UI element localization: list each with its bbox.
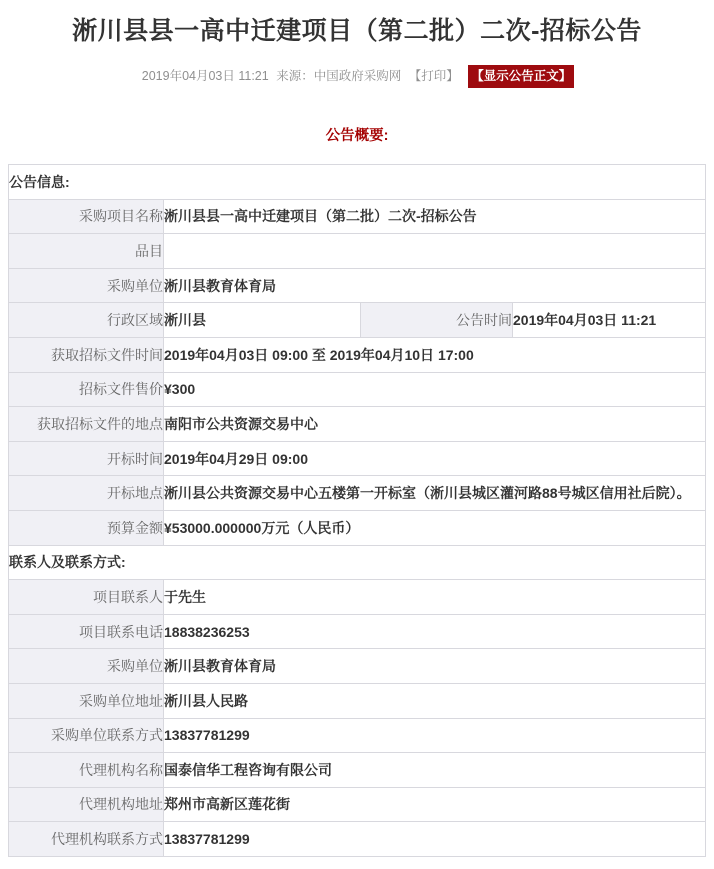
row-agency-phone [9, 822, 706, 857]
field-label-agency-phone: 代理机构联系方式 [9, 822, 164, 857]
field-value-category [164, 234, 706, 269]
field-label-project-contact: 项目联系人 [9, 580, 164, 615]
field-label-announce-time: 公告时间 [361, 303, 513, 338]
row-category [9, 234, 706, 269]
show-full-text-button[interactable]: 【显示公告正文】 [468, 65, 574, 88]
field-value-project-name: 淅川县县一高中迁建项目（第二批）二次-招标公告 [164, 199, 706, 234]
field-value-budget: ¥53000.000000万元（人民币） [164, 510, 706, 545]
field-label-region: 行政区域 [9, 303, 164, 338]
field-label-purchaser-phone: 采购单位联系方式 [9, 718, 164, 753]
field-label-bid-open-place: 开标地点 [9, 476, 164, 511]
field-label-doc-obtain-place: 获取招标文件的地点 [9, 407, 164, 442]
row-doc-obtain-place [9, 407, 706, 442]
row-bid-open-time [9, 441, 706, 476]
section-row-contacts [9, 545, 706, 580]
section-title-contacts: 联系人及联系方式: [9, 545, 706, 580]
summary-heading: 公告概要: [325, 128, 389, 144]
field-label-doc-price: 招标文件售价 [9, 372, 164, 407]
field-value-purchaser-phone: 13837781299 [164, 718, 706, 753]
row-purchaser-phone [9, 718, 706, 753]
field-value-project-phone: 18838236253 [164, 614, 706, 649]
field-label-contact-purchaser: 采购单位 [9, 649, 164, 684]
field-label-doc-obtain-time: 获取招标文件时间 [9, 337, 164, 372]
row-region-and-announce-time [9, 303, 706, 338]
field-value-bid-open-time: 2019年04月29日 09:00 [164, 441, 706, 476]
row-purchaser [9, 268, 706, 303]
field-label-budget: 预算金额 [9, 510, 164, 545]
field-value-announce-time: 2019年04月03日 11:21 [513, 303, 706, 338]
row-agency-address [9, 787, 706, 822]
row-project-phone [9, 614, 706, 649]
row-project-contact [9, 580, 706, 615]
field-value-contact-purchaser: 淅川县教育体育局 [164, 649, 706, 684]
row-doc-price [9, 372, 706, 407]
meta-line [0, 65, 714, 88]
print-button[interactable]: 【打印】 [408, 69, 459, 83]
row-project-name [9, 199, 706, 234]
field-value-purchaser: 淅川县教育体育局 [164, 268, 706, 303]
section-title-announcement-info: 公告信息: [9, 165, 706, 200]
field-label-project-phone: 项目联系电话 [9, 614, 164, 649]
field-value-region: 淅川县 [164, 303, 361, 338]
field-value-agency-phone: 13837781299 [164, 822, 706, 857]
field-value-doc-obtain-time: 2019年04月03日 09:00 至 2019年04月10日 17:00 [164, 337, 706, 372]
field-label-category: 品目 [9, 234, 164, 269]
row-contact-purchaser [9, 649, 706, 684]
field-label-project-name: 采购项目名称 [9, 199, 164, 234]
field-value-project-contact: 于先生 [164, 580, 706, 615]
announcement-info-table [8, 164, 706, 857]
field-value-doc-price: ¥300 [164, 372, 706, 407]
row-bid-open-place [9, 476, 706, 511]
field-value-agency-name: 国泰信华工程咨询有限公司 [164, 753, 706, 788]
field-label-purchaser: 采购单位 [9, 268, 164, 303]
row-purchaser-address [9, 683, 706, 718]
publish-datetime: 2019年04月03日 11:21 [141, 69, 269, 83]
row-budget [9, 510, 706, 545]
field-value-purchaser-address: 淅川县人民路 [164, 683, 706, 718]
page-title: 淅川县县一高中迁建项目（第二批）二次-招标公告 [72, 17, 642, 45]
field-label-agency-address: 代理机构地址 [9, 787, 164, 822]
section-row-announcement-info [9, 165, 706, 200]
field-label-bid-open-time: 开标时间 [9, 441, 164, 476]
field-value-agency-address: 郑州市高新区莲花街 [164, 787, 706, 822]
field-value-doc-obtain-place: 南阳市公共资源交易中心 [164, 407, 706, 442]
announcement-page [0, 14, 714, 857]
field-label-agency-name: 代理机构名称 [9, 753, 164, 788]
field-value-bid-open-place: 淅川县公共资源交易中心五楼第一开标室（淅川县城区灌河路88号城区信用社后院）。 [164, 476, 706, 511]
row-doc-obtain-time [9, 337, 706, 372]
field-label-purchaser-address: 采购单位地址 [9, 683, 164, 718]
row-agency-name [9, 753, 706, 788]
source-label: 来源：中国政府采购网 [276, 69, 402, 83]
